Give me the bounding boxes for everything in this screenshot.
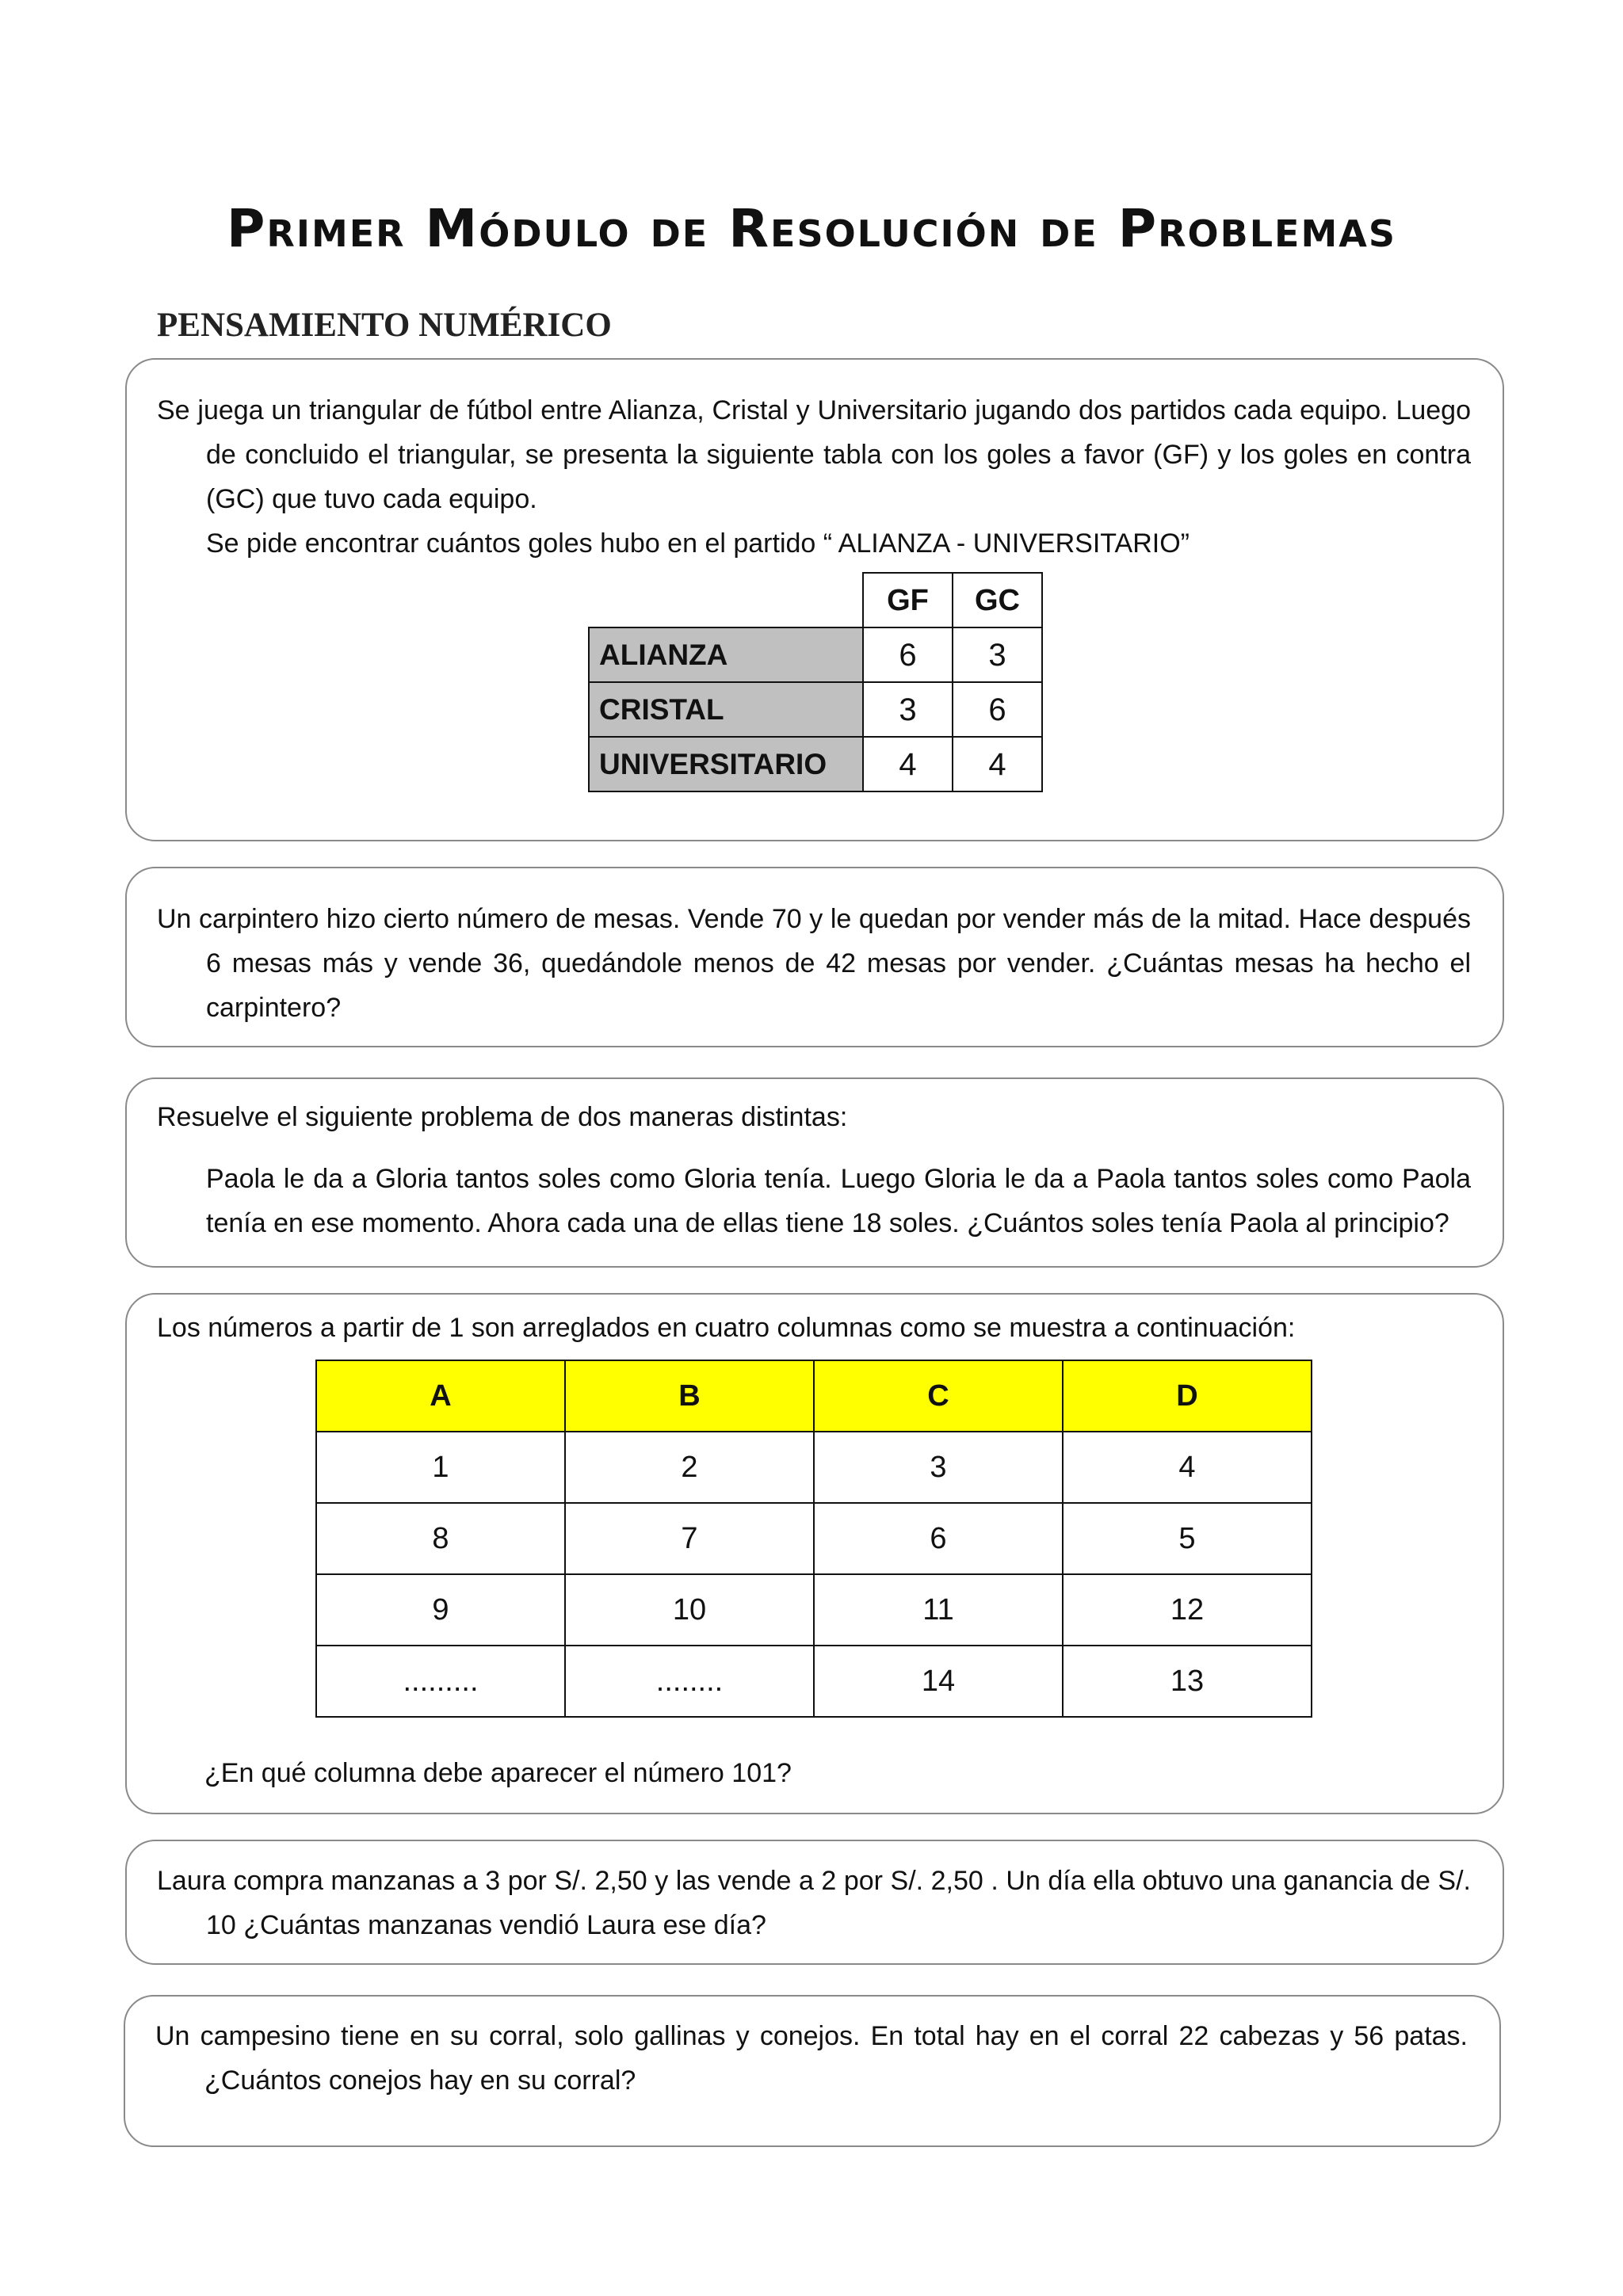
goals-table-corner — [589, 573, 863, 627]
problem-1-intro: Se juega un triangular de fútbol entre Alianza, Cristal y Universitario jugando dos partidos cada equipo. Luego de concluido el triangular, se presenta la siguiente tabla con los goles a favor (GF) y los goles en contra (GC) que tuvo cada equipo. — [157, 395, 1471, 514]
column-header-d: D — [1063, 1360, 1312, 1432]
table-row — [589, 682, 1042, 737]
table-cell: 8 — [316, 1503, 565, 1574]
table-cell: 7 — [565, 1503, 814, 1574]
goals-against: 4 — [953, 737, 1042, 791]
goals-for: 3 — [863, 682, 953, 737]
table-row — [316, 1503, 1312, 1574]
page-title: Primer Módulo de Resolución de Problemas — [227, 198, 1396, 259]
column-header-c: C — [814, 1360, 1063, 1432]
table-row — [316, 1574, 1312, 1646]
column-header-a: A — [316, 1360, 565, 1432]
problem-3-text: Paola le da a Gloria tantos soles como Gloria tenía. Luego Gloria le da a Paola tantos soles como Paola tenía en ese momento. Ahora cada una de ellas tiene 18 soles. ¿Cuántos soles tenía Paola al principio? — [206, 1164, 1471, 1238]
goals-table-header — [589, 573, 1042, 627]
problem-6-text: Un campesino tiene en su corral, solo gallinas y conejos. En total hay en el corral 22 cabezas y 56 patas. ¿Cuántos conejos hay en su corral? — [155, 2021, 1468, 2096]
team-name: ALIANZA — [589, 627, 863, 682]
table-row — [589, 627, 1042, 682]
table-row — [316, 1432, 1312, 1503]
goals-for: 6 — [863, 627, 953, 682]
table-cell: ........ — [565, 1646, 814, 1717]
goals-for: 4 — [863, 737, 953, 791]
table-cell: 9 — [316, 1574, 565, 1646]
problem-5-text: Laura compra manzanas a 3 por S/. 2,50 y las vende a 2 por S/. 2,50 . Un día ella obtuvo una ganancia de S/. 10 ¿Cuántas manzanas vendió Laura ese día? — [157, 1866, 1471, 1940]
team-name: UNIVERSITARIO — [589, 737, 863, 791]
problem-4-question: ¿En qué columna debe aparecer el número 101? — [204, 1758, 792, 1788]
goals-against: 3 — [953, 627, 1042, 682]
problem-4-box — [125, 1293, 1504, 1814]
table-cell: 5 — [1063, 1503, 1312, 1574]
team-name: CRISTAL — [589, 682, 863, 737]
problem-6-box — [124, 1995, 1501, 2147]
table-cell: 14 — [814, 1646, 1063, 1717]
problem-2-box — [125, 867, 1504, 1047]
goals-against: 6 — [953, 682, 1042, 737]
problem-2-text: Un carpintero hizo cierto número de mesas. Vende 70 y le quedan por vender más de la mitad. Hace después 6 mesas más y vende 36, quedándole menos de 42 mesas por vender. ¿Cuántas mesas ha hecho el carpintero? — [157, 904, 1471, 1023]
goals-table — [588, 572, 1043, 792]
problem-1-question: Se pide encontrar cuántos goles hubo en el partido “ ALIANZA - UNIVERSITARIO” — [206, 528, 1190, 559]
problem-3-instruction: Resuelve el siguiente problema de dos maneras distintas: — [157, 1102, 848, 1132]
problem-5-box — [125, 1840, 1504, 1965]
table-cell: 11 — [814, 1574, 1063, 1646]
table-row — [316, 1646, 1312, 1717]
table-cell: 13 — [1063, 1646, 1312, 1717]
table-cell: 6 — [814, 1503, 1063, 1574]
table-cell: 10 — [565, 1574, 814, 1646]
table-cell: 4 — [1063, 1432, 1312, 1503]
problem-3-box — [125, 1077, 1504, 1268]
column-header-b: B — [565, 1360, 814, 1432]
spacer — [157, 1139, 1471, 1157]
goals-header-gc: GC — [953, 573, 1042, 627]
goals-header-gf: GF — [863, 573, 953, 627]
number-columns-table — [315, 1360, 1312, 1718]
table-row — [589, 737, 1042, 791]
table-cell: ......... — [316, 1646, 565, 1717]
table-cell: 12 — [1063, 1574, 1312, 1646]
table-cell: 1 — [316, 1432, 565, 1503]
section-heading: PENSAMIENTO NUMÉRICO — [157, 307, 612, 344]
problem-4-intro: Los números a partir de 1 son arreglados en cuatro columnas como se muestra a continuación: — [157, 1313, 1296, 1343]
problem-1-box — [125, 358, 1504, 841]
table-cell: 2 — [565, 1432, 814, 1503]
columns-header-row — [316, 1360, 1312, 1432]
table-cell: 3 — [814, 1432, 1063, 1503]
